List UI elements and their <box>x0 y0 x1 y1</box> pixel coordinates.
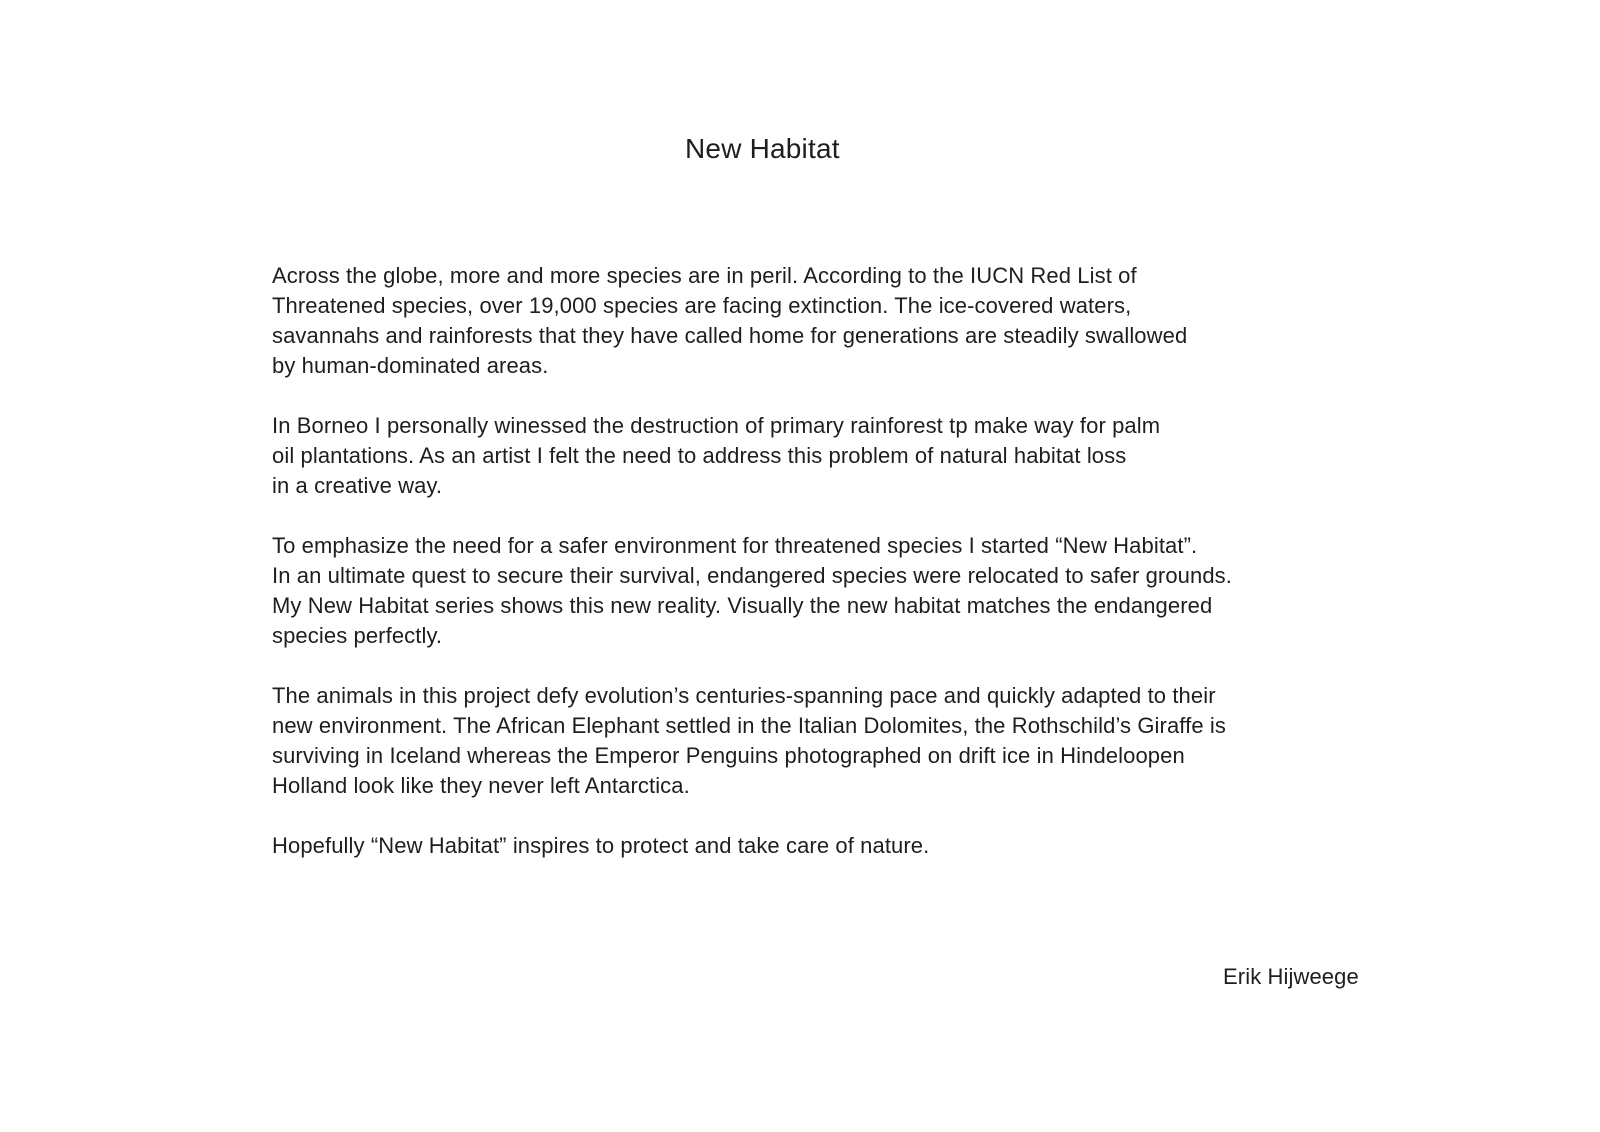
author-signature: Erik Hijweege <box>1223 964 1359 989</box>
text-line: savannahs and rainforests that they have called home for generations are steadily swallowed <box>272 323 1188 348</box>
paragraph-4 <box>272 681 1432 801</box>
text-line: Threatened species, over 19,000 species are facing extinction. The ice-covered waters, <box>272 293 1132 318</box>
paragraph-2 <box>272 411 1432 501</box>
text-line: species perfectly. <box>272 623 443 648</box>
text-line: surviving in Iceland whereas the Emperor Penguins photographed on drift ice in Hindeloopen <box>272 743 1185 768</box>
paragraph-1 <box>272 261 1432 381</box>
text-line: oil plantations. As an artist I felt the need to address this problem of natural habitat loss <box>272 443 1127 468</box>
text-line: My New Habitat series shows this new reality. Visually the new habitat matches the endangered <box>272 593 1213 618</box>
text-line: In Borneo I personally winessed the destruction of primary rainforest tp make way for palm <box>272 413 1161 438</box>
paragraph-3 <box>272 531 1432 651</box>
text-line: Hopefully “New Habitat” inspires to protect and take care of nature. <box>272 833 930 858</box>
text-line: Holland look like they never left Antarctica. <box>272 773 690 798</box>
text-line: Across the globe, more and more species are in peril. According to the IUCN Red List of <box>272 263 1137 288</box>
page-title: New Habitat <box>685 133 840 164</box>
paragraph-5 <box>272 831 1432 861</box>
text-line: in a creative way. <box>272 473 443 498</box>
text-line: by human-dominated areas. <box>272 353 549 378</box>
text-line: new environment. The African Elephant settled in the Italian Dolomites, the Rothschild’s Giraffe is <box>272 713 1226 738</box>
text-line: In an ultimate quest to secure their survival, endangered species were relocated to safer grounds. <box>272 563 1232 588</box>
text-line: To emphasize the need for a safer environment for threatened species I started “New Habitat”. <box>272 533 1198 558</box>
body-text <box>272 261 1432 861</box>
text-line: The animals in this project defy evolution’s centuries-spanning pace and quickly adapted to their <box>272 683 1216 708</box>
